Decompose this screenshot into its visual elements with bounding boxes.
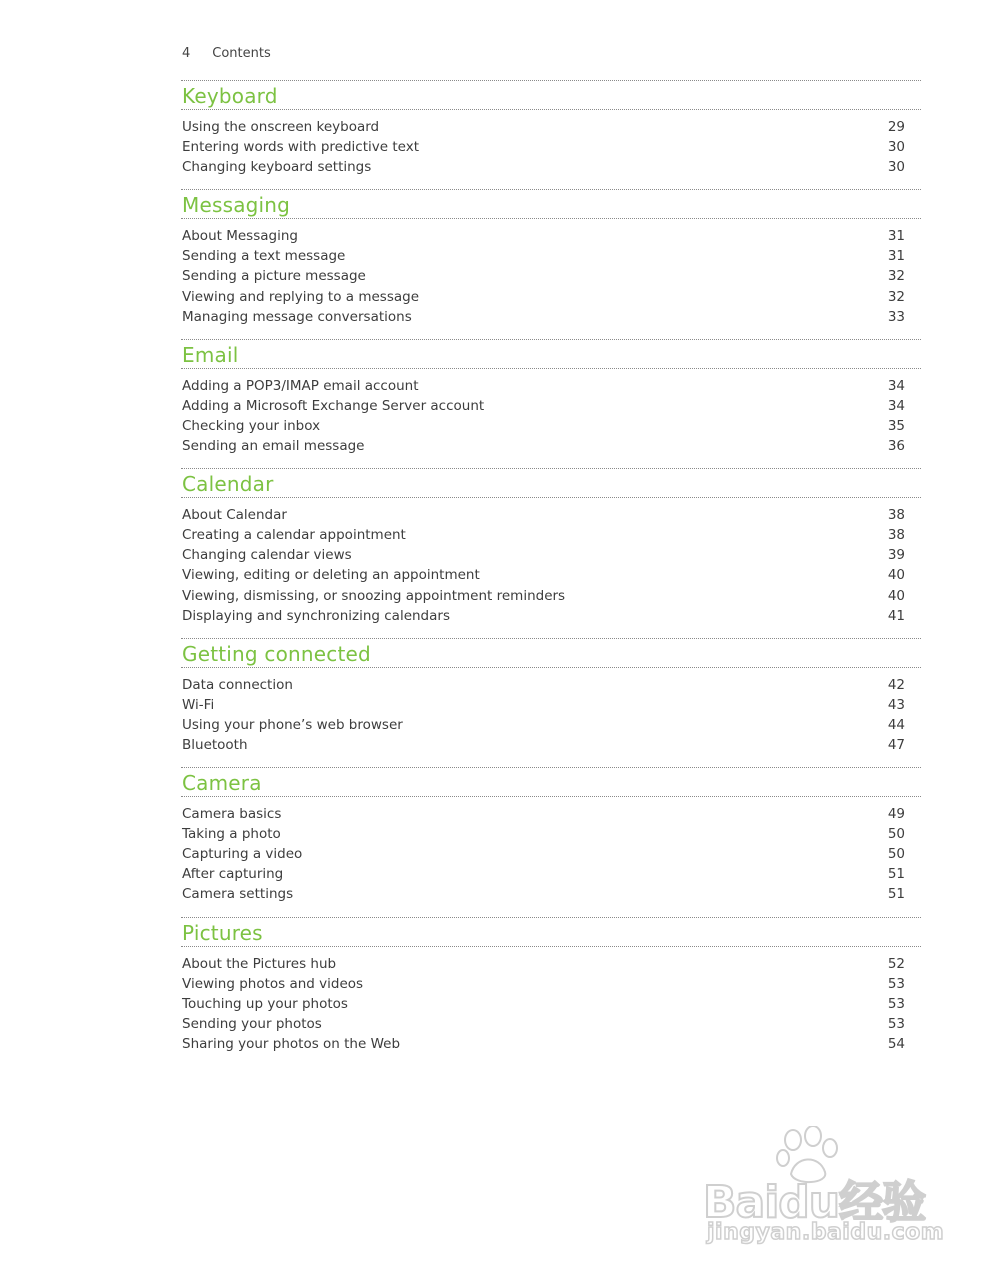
toc-entry[interactable] (182, 824, 905, 844)
toc-entry-page: 31 (887, 248, 905, 265)
toc-entry[interactable] (182, 884, 905, 904)
page-number: 4 (182, 46, 191, 61)
toc-entry[interactable] (182, 266, 905, 286)
toc-entry[interactable] (182, 695, 905, 715)
section-title[interactable]: Keyboard (181, 81, 921, 110)
toc-entry-list (181, 376, 921, 456)
toc-entry[interactable] (182, 307, 905, 327)
header-title: Contents (212, 46, 271, 61)
toc-entry-page: 31 (887, 228, 905, 245)
toc-entry[interactable] (182, 864, 905, 884)
section-title[interactable]: Email (181, 340, 921, 369)
toc-entry[interactable] (182, 505, 905, 525)
toc-entry[interactable] (182, 954, 905, 974)
toc-entry-page: 40 (887, 567, 905, 584)
toc-entry[interactable] (182, 735, 905, 755)
toc-entry[interactable] (182, 117, 905, 137)
toc-entry-label: Adding a POP3/IMAP email account (182, 377, 419, 394)
watermark (703, 1126, 945, 1246)
toc-section (181, 189, 921, 326)
section-title[interactable]: Messaging (181, 190, 921, 219)
toc-entry-label: Camera settings (182, 886, 294, 903)
toc-entry[interactable] (182, 804, 905, 824)
toc-entry[interactable] (182, 1014, 905, 1034)
toc-entry-page: 38 (887, 507, 905, 524)
toc-entry-page: 53 (887, 1015, 905, 1032)
toc-entry-page: 50 (887, 846, 905, 863)
toc-entry-page: 34 (887, 377, 905, 394)
watermark-brand: Baidu经验 (703, 1177, 926, 1228)
table-of-contents (181, 80, 921, 1066)
toc-entry[interactable] (182, 137, 905, 157)
section-title[interactable]: Camera (181, 768, 921, 797)
toc-entry-page: 53 (887, 995, 905, 1012)
toc-entry[interactable] (182, 157, 905, 177)
toc-entry-label: Touching up your photos (182, 995, 348, 1012)
toc-entry[interactable] (182, 545, 905, 565)
toc-entry-page: 51 (887, 866, 905, 883)
toc-entry[interactable] (182, 436, 905, 456)
toc-entry-label: Changing keyboard settings (182, 159, 372, 176)
toc-entry-list (181, 117, 921, 177)
section-title[interactable]: Getting connected (181, 639, 921, 668)
toc-entry[interactable] (182, 586, 905, 606)
toc-entry-label: Capturing a video (182, 846, 303, 863)
toc-entry-page: 40 (887, 587, 905, 604)
toc-entry-label: Viewing, dismissing, or snoozing appointment reminders (182, 587, 566, 604)
toc-entry-label: Bluetooth (182, 736, 248, 753)
toc-entry-label: Viewing, editing or deleting an appointment (182, 567, 480, 584)
toc-section (181, 80, 921, 177)
toc-entry-label: Using your phone’s web browser (182, 716, 403, 733)
toc-entry[interactable] (182, 994, 905, 1014)
toc-entry-label: About Calendar (182, 507, 287, 524)
section-title[interactable]: Calendar (181, 469, 921, 498)
toc-entry-label: Sending an email message (182, 438, 365, 455)
toc-entry-label: Entering words with predictive text (182, 139, 419, 156)
section-title[interactable]: Pictures (181, 918, 921, 947)
toc-entry[interactable] (182, 525, 905, 545)
toc-entry[interactable] (182, 246, 905, 266)
toc-entry-label: Creating a calendar appointment (182, 527, 406, 544)
toc-entry[interactable] (182, 376, 905, 396)
toc-entry-label: Data connection (182, 676, 293, 693)
toc-entry-list (181, 804, 921, 904)
toc-entry-label: About Messaging (182, 228, 298, 245)
toc-entry[interactable] (182, 396, 905, 416)
toc-entry-page: 30 (887, 159, 905, 176)
toc-entry[interactable] (182, 565, 905, 585)
toc-entry-page: 41 (887, 607, 905, 624)
toc-entry[interactable] (182, 287, 905, 307)
toc-entry-page: 52 (887, 955, 905, 972)
toc-entry-page: 50 (887, 826, 905, 843)
toc-entry[interactable] (182, 606, 905, 626)
toc-entry-page: 42 (887, 676, 905, 693)
toc-entry-label: Viewing and replying to a message (182, 288, 420, 305)
toc-section (181, 767, 921, 904)
toc-entry[interactable] (182, 226, 905, 246)
toc-entry-page: 39 (887, 547, 905, 564)
toc-entry[interactable] (182, 844, 905, 864)
toc-entry[interactable] (182, 974, 905, 994)
toc-entry-page: 36 (887, 438, 905, 455)
page-header (182, 46, 271, 61)
toc-entry-label: Managing message conversations (182, 308, 412, 325)
toc-entry-page: 35 (887, 417, 905, 434)
toc-entry-list (181, 226, 921, 326)
toc-entry-page: 32 (887, 268, 905, 285)
toc-entry[interactable] (182, 675, 905, 695)
toc-entry-list (181, 505, 921, 626)
toc-entry[interactable] (182, 416, 905, 436)
toc-entry-label: After capturing (182, 866, 284, 883)
toc-entry-label: Sending your photos (182, 1015, 322, 1032)
toc-entry-label: Sending a text message (182, 248, 346, 265)
toc-section (181, 638, 921, 755)
toc-entry-page: 44 (887, 716, 905, 733)
toc-entry-label: Adding a Microsoft Exchange Server account (182, 397, 485, 414)
watermark-url: jingyan.baidu.com (707, 1220, 945, 1245)
toc-entry[interactable] (182, 715, 905, 735)
toc-entry-label: Checking your inbox (182, 417, 321, 434)
toc-entry-page: 33 (887, 308, 905, 325)
toc-entry-page: 49 (887, 806, 905, 823)
toc-entry-page: 29 (887, 119, 905, 135)
toc-entry[interactable] (182, 1034, 905, 1054)
toc-entry-list (181, 954, 921, 1054)
toc-entry-label: Wi-Fi (182, 696, 215, 713)
toc-entry-page: 54 (887, 1035, 905, 1052)
toc-entry-label: Taking a photo (182, 826, 281, 843)
toc-entry-page: 30 (887, 139, 905, 156)
toc-entry-page: 47 (887, 736, 905, 753)
toc-entry-label: Changing calendar views (182, 547, 352, 564)
toc-section (181, 468, 921, 626)
toc-entry-page: 43 (887, 696, 905, 713)
toc-entry-page: 32 (887, 288, 905, 305)
toc-entry-label: Sharing your photos on the Web (182, 1035, 401, 1052)
toc-entry-page: 53 (887, 975, 905, 992)
toc-entry-label: About the Pictures hub (182, 955, 337, 972)
toc-entry-label: Camera basics (182, 806, 282, 823)
toc-entry-label: Displaying and synchronizing calendars (182, 607, 450, 624)
toc-entry-label: Viewing photos and videos (182, 975, 364, 992)
toc-entry-label: Using the onscreen keyboard (182, 119, 380, 135)
toc-entry-label: Sending a picture message (182, 268, 366, 285)
toc-section (181, 339, 921, 456)
toc-entry-page: 38 (887, 527, 905, 544)
toc-section (181, 917, 921, 1054)
toc-entry-page: 51 (887, 886, 905, 903)
toc-entry-page: 34 (887, 397, 905, 414)
toc-entry-list (181, 675, 921, 755)
